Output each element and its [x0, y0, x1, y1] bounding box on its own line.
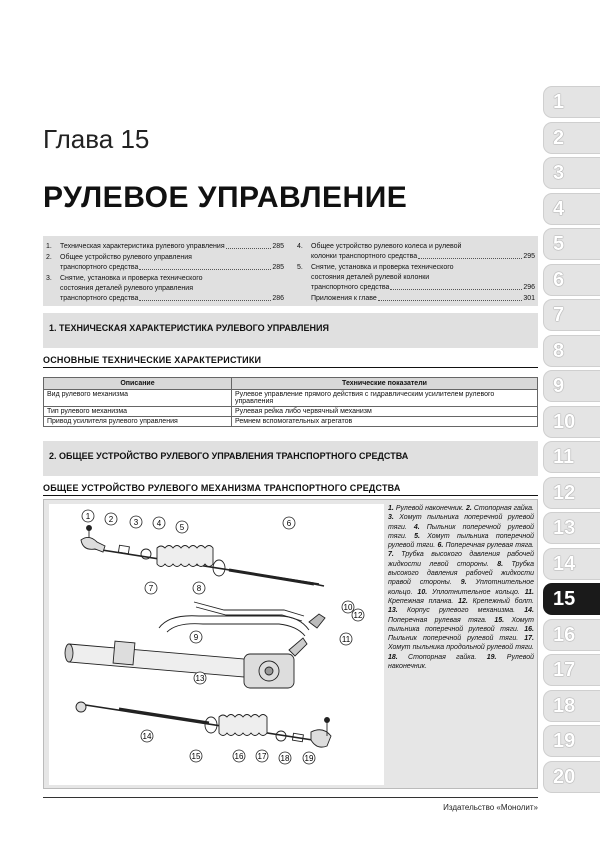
legend-number: 5.	[414, 532, 428, 540]
legend-text: Хомут пыльника поперечной рулевой тяги.	[388, 532, 534, 550]
legend-text: Хомут пыльника поперечной рулевой тяги.	[388, 514, 534, 531]
legend-number: 19.	[486, 653, 507, 661]
legend-text: Крепежный болт.	[472, 597, 534, 605]
callout-label: 4	[156, 519, 162, 528]
toc-page: 286	[272, 295, 284, 302]
callout-label: 14	[142, 732, 152, 741]
spec-cell: Ремнем вспомогательных агрегатов	[232, 417, 538, 427]
toc-left-column	[46, 242, 284, 305]
toc-page: 285	[272, 264, 284, 271]
legend-text: Поперечная рулевая тяга.	[445, 542, 534, 550]
toc-entry[interactable]: 5. Снятие, установка и проверка технического состояния деталей рулевой колонки транспортного средства 296	[297, 264, 535, 291]
table-row	[44, 417, 538, 427]
legend-number: 16.	[524, 625, 534, 633]
toc-entry[interactable]: 2. Общее устройство рулевого управления транспортного средства 285	[46, 254, 284, 271]
legend-number: 2.	[465, 505, 474, 512]
chapter-tab-8[interactable]: 8	[543, 335, 600, 367]
chapter-tab-11[interactable]: 11	[543, 441, 600, 473]
chapter-tab-9[interactable]: 9	[543, 370, 600, 402]
chapter-tab-17[interactable]: 17	[543, 654, 600, 686]
legend-text: Хомут пыльника продольной рулевой тяги.	[388, 644, 534, 652]
callout-label: 16	[234, 752, 244, 761]
legend-number: 6.	[437, 542, 446, 550]
callout-label: 6	[286, 519, 292, 528]
toc-page: 296	[523, 284, 535, 291]
spec-cell: Тип рулевого механизма	[44, 407, 232, 417]
callout-label: 5	[179, 523, 185, 532]
legend-number: 8.	[497, 560, 512, 568]
legend-number: 15.	[494, 616, 512, 624]
toc-entry[interactable]: 1. Техническая характеристика рулевого управления 285	[46, 243, 284, 250]
legend-text: Стопорная гайка.	[408, 653, 487, 661]
legend-number: 9.	[460, 579, 476, 587]
legend-number: 11.	[524, 588, 534, 596]
callout-label: 7	[148, 584, 154, 593]
toc-page: 295	[523, 253, 535, 260]
toc-entry[interactable]: 3. Снятие, установка и проверка технического состояния деталей рулевого управления транспортного средства 286	[46, 275, 284, 302]
callout-label: 17	[257, 752, 267, 761]
subheading-mechanism: ОБЩЕЕ УСТРОЙСТВО РУЛЕВОГО МЕХАНИЗМА ТРАНСПОРТНОГО СРЕДСТВА	[43, 483, 538, 496]
figure-legend	[388, 504, 534, 671]
legend-text: Поперечная рулевая тяга.	[388, 616, 495, 624]
toc-right-column	[297, 242, 535, 305]
figure-box	[43, 499, 538, 789]
table-row	[44, 407, 538, 417]
chapter-tab-6[interactable]: 6	[543, 264, 600, 296]
toc-entry[interactable]: Приложения к главе 301	[311, 295, 535, 302]
legend-text: Рулевой наконечник.	[388, 653, 534, 671]
chapter-tab-12[interactable]: 12	[543, 477, 600, 509]
callout-label: 8	[196, 584, 202, 593]
footer-rule	[43, 797, 538, 798]
legend-text: Пыльник поперечной рулевой тяги.	[388, 523, 534, 540]
chapter-tab-16[interactable]: 16	[543, 619, 600, 651]
legend-text: Уплотнительное кольцо.	[388, 579, 534, 596]
publisher-footer: Издательство «Монолит»	[443, 803, 538, 812]
chapter-tab-5[interactable]: 5	[543, 228, 600, 260]
callout-label: 2	[108, 515, 114, 524]
callout-label: 15	[191, 752, 201, 761]
chapter-toc	[43, 236, 538, 306]
chapter-tab-20[interactable]: 20	[543, 761, 600, 793]
spec-cell: Рулевое управление прямого действия с гидравлическим усилителем рулевого управления	[232, 390, 538, 407]
legend-number: 13.	[388, 607, 407, 615]
chapter-label: Глава 15	[43, 124, 150, 154]
legend-number: 18.	[388, 653, 409, 661]
toc-page: 301	[523, 295, 535, 302]
spec-table	[43, 377, 538, 427]
callout-label: 19	[304, 754, 314, 763]
callout-label: 9	[193, 633, 199, 642]
chapter-tab-2[interactable]: 2	[543, 122, 600, 154]
steering-exploded-view	[49, 504, 384, 785]
spec-header-description: Описание	[44, 378, 232, 390]
section-heading-1: 1. ТЕХНИЧЕСКАЯ ХАРАКТЕРИСТИКА РУЛЕВОГО УПРАВЛЕНИЯ	[43, 313, 538, 348]
spec-cell: Вид рулевого механизма	[44, 390, 232, 407]
page-title: РУЛЕВОЕ УПРАВЛЕНИЕ	[43, 181, 408, 214]
legend-number: 3.	[388, 514, 400, 522]
section-heading-2: 2. ОБЩЕЕ УСТРОЙСТВО РУЛЕВОГО УПРАВЛЕНИЯ ТРАНСПОРТНОГО СРЕДСТВА	[43, 441, 538, 476]
chapter-tab-10[interactable]: 10	[543, 406, 600, 438]
legend-number: 17.	[524, 635, 534, 643]
chapter-tab-3[interactable]: 3	[543, 157, 600, 189]
legend-text: Трубка высокого давления рабочей жидкости левой стороны.	[388, 551, 534, 568]
chapter-tab-18[interactable]: 18	[543, 690, 600, 722]
callout-label: 13	[195, 674, 205, 683]
callout-label: 10	[343, 603, 353, 612]
legend-text: Пыльник поперечной рулевой тяги.	[388, 635, 525, 643]
legend-number: 4.	[413, 523, 427, 531]
legend-number: 7.	[388, 551, 402, 559]
callout-label: 12	[353, 611, 363, 620]
legend-text: Хомут пыльника поперечной рулевой тяги.	[388, 616, 534, 633]
callout-label: 3	[133, 518, 139, 527]
legend-number: 10.	[417, 588, 433, 596]
spec-cell: Привод усилителя рулевого управления	[44, 417, 232, 427]
chapter-tab-14[interactable]: 14	[543, 548, 600, 580]
legend-text: Крепежная планка.	[388, 597, 459, 605]
chapter-tab-4[interactable]: 4	[543, 193, 600, 225]
callout-label: 1	[85, 512, 91, 521]
chapter-tab-7[interactable]: 7	[543, 299, 600, 331]
chapter-tab-13[interactable]: 13	[543, 512, 600, 544]
table-row	[44, 390, 538, 407]
legend-text: Корпус рулевого механизма.	[406, 607, 525, 615]
callout-label: 11	[341, 635, 351, 644]
toc-entry[interactable]: 4. Общее устройство рулевого колеса и рулевой колонки транспортного средства 295	[297, 243, 535, 260]
spec-cell: Рулевая рейка либо червячный механизм	[232, 407, 538, 417]
chapter-tab-1[interactable]: 1	[543, 86, 600, 118]
legend-number: 1.	[388, 505, 396, 512]
chapter-tab-15[interactable]: 15	[543, 583, 600, 615]
legend-number: 12.	[458, 597, 473, 605]
legend-text: Трубка высокого давления рабочей жидкости правой стороны.	[388, 560, 534, 587]
subheading-specs: ОСНОВНЫЕ ТЕХНИЧЕСКИЕ ХАРАКТЕРИСТИКИ	[43, 355, 538, 368]
callout-label: 18	[280, 754, 290, 763]
steering-diagram	[49, 504, 384, 785]
chapter-tab-19[interactable]: 19	[543, 725, 600, 757]
legend-text: Уплотнительное кольцо.	[432, 588, 525, 596]
legend-number: 14.	[524, 607, 534, 615]
toc-page: 285	[272, 243, 284, 250]
chapter-tabs	[543, 86, 600, 796]
legend-text: Стопорная гайка.	[473, 505, 534, 512]
spec-header-values: Технические показатели	[232, 378, 538, 390]
legend-text: Рулевой наконечник.	[395, 505, 466, 512]
